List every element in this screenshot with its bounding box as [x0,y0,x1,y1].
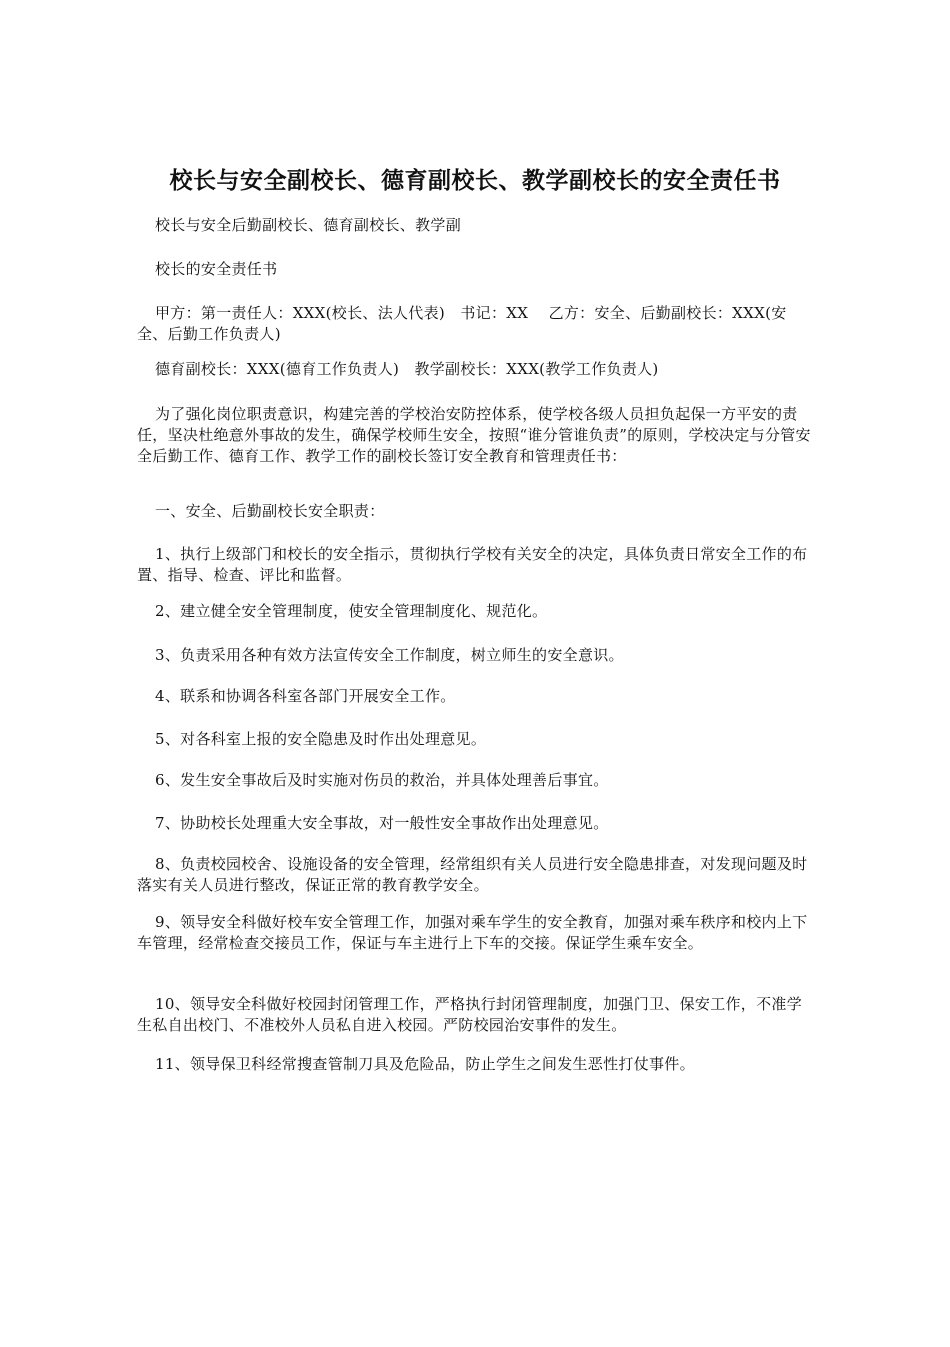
paragraph-preamble: 为了强化岗位职责意识，构建完善的学校治安防控体系，使学校各级人员担负起保一方平安的责任，坚决杜绝意外事故的发生，确保学校师生安全，按照“谁分管谁负责”的原则，学校决定与分管安全后勤工作、德育工作、教学工作的副校长签订安全教育和管理责任书： [137,405,811,465]
list-item-7: 7、协助校长处理重大安全事故，对一般性安全事故作出处理意见。 [155,814,609,832]
list-item-2: 2、建立健全安全管理制度，使安全管理制度化、规范化。 [155,602,548,620]
paragraph-subtitle-line-2: 校长的安全责任书 [155,260,278,278]
list-item-11: 11、领导保卫科经常搜查管制刀具及危险品，防止学生之间发生恶性打仗事件。 [155,1055,695,1073]
document-title: 校长与安全副校长、德育副校长、教学副校长的安全责任书 [169,168,781,194]
paragraph-subtitle-line-1: 校长与安全后勤副校长、德育副校长、教学副 [155,216,462,234]
list-item-10: 10、领导安全科做好校园封闭管理工作，严格执行封闭管理制度，加强门卫、保安工作，不准学生私自出校门、不准校外人员私自进入校园。严防校园治安事件的发生。 [137,995,802,1034]
paragraph-deputies: 德育副校长：XXX(德育工作负责人) 教学副校长：XXX(教学工作负责人) [155,360,659,378]
list-item-8: 8、负责校园校舍、设施设备的安全管理，经常组织有关人员进行安全隐患排查，对发现问题及时落实有关人员进行整改，保证正常的教育教学安全。 [137,855,808,894]
list-item-6: 6、发生安全事故后及时实施对伤员的救治，并具体处理善后事宜。 [155,771,609,789]
list-item-9: 9、领导安全科做好校车安全管理工作，加强对乘车学生的安全教育，加强对乘车秩序和校内上下车管理，经常检查交接员工作，保证与车主进行上下车的交接。保证学生乘车安全。 [137,913,808,952]
list-item-1: 1、执行上级部门和校长的安全指示，贯彻执行学校有关安全的决定，具体负责日常安全工作的布置、指导、检查、评比和监督。 [137,545,808,584]
list-item-5: 5、对各科室上报的安全隐患及时作出处理意见。 [155,730,487,748]
section-heading-1: 一、安全、后勤副校长安全职责： [155,502,385,520]
list-item-3: 3、负责采用各种有效方法宣传安全工作制度，树立师生的安全意识。 [155,646,624,664]
paragraph-party-a-b: 甲方：第一责任人：XXX(校长、法人代表) 书记：XX 乙方：安全、后勤副校长：XXX(安全、后勤工作负责人) [137,304,787,343]
list-item-4: 4、联系和协调各科室各部门开展安全工作。 [155,687,456,705]
